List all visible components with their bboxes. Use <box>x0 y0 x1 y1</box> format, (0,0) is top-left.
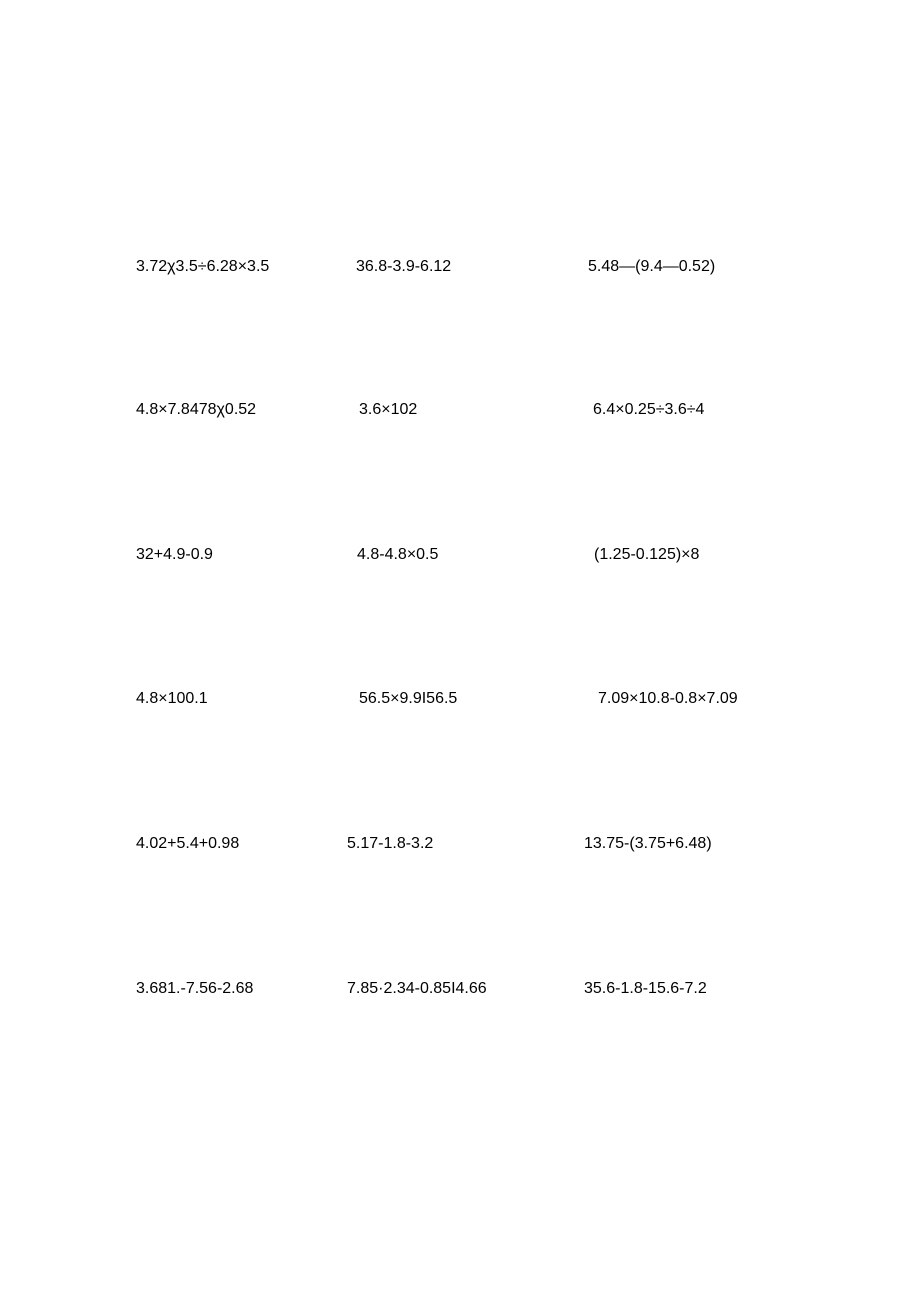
expression-r3-c3: (1.25-0.125)×8 <box>594 546 700 563</box>
expression-r2-c3: 6.4×0.25÷3.6÷4 <box>593 401 705 418</box>
expression-r6-c1: 3.681.-7.56-2.68 <box>136 980 254 997</box>
expression-r1-c2: 36.8-3.9-6.12 <box>356 258 452 275</box>
expression-r5-c3: 13.75-(3.75+6.48) <box>584 835 712 852</box>
expression-r4-c2: 56.5×9.9I56.5 <box>359 690 458 707</box>
expression-r4-c3: 7.09×10.8-0.8×7.09 <box>598 690 738 707</box>
expression-r3-c1: 32+4.9-0.9 <box>136 546 213 563</box>
expression-r5-c1: 4.02+5.4+0.98 <box>136 835 240 852</box>
expression-r1-c3: 5.48—(9.4—0.52) <box>588 258 716 275</box>
expression-r2-c2: 3.6×102 <box>359 401 418 418</box>
expression-r1-c1: 3.72χ3.5÷6.28×3.5 <box>136 258 270 275</box>
expression-r6-c3: 35.6-1.8-15.6-7.2 <box>584 980 707 997</box>
expression-r3-c2: 4.8-4.8×0.5 <box>357 546 439 563</box>
expression-r5-c2: 5.17-1.8-3.2 <box>347 835 434 852</box>
expression-r2-c1: 4.8×7.8478χ0.52 <box>136 401 257 418</box>
expression-r6-c2: 7.85·2.34-0.85I4.66 <box>347 980 487 997</box>
expression-r4-c1: 4.8×100.1 <box>136 690 208 707</box>
